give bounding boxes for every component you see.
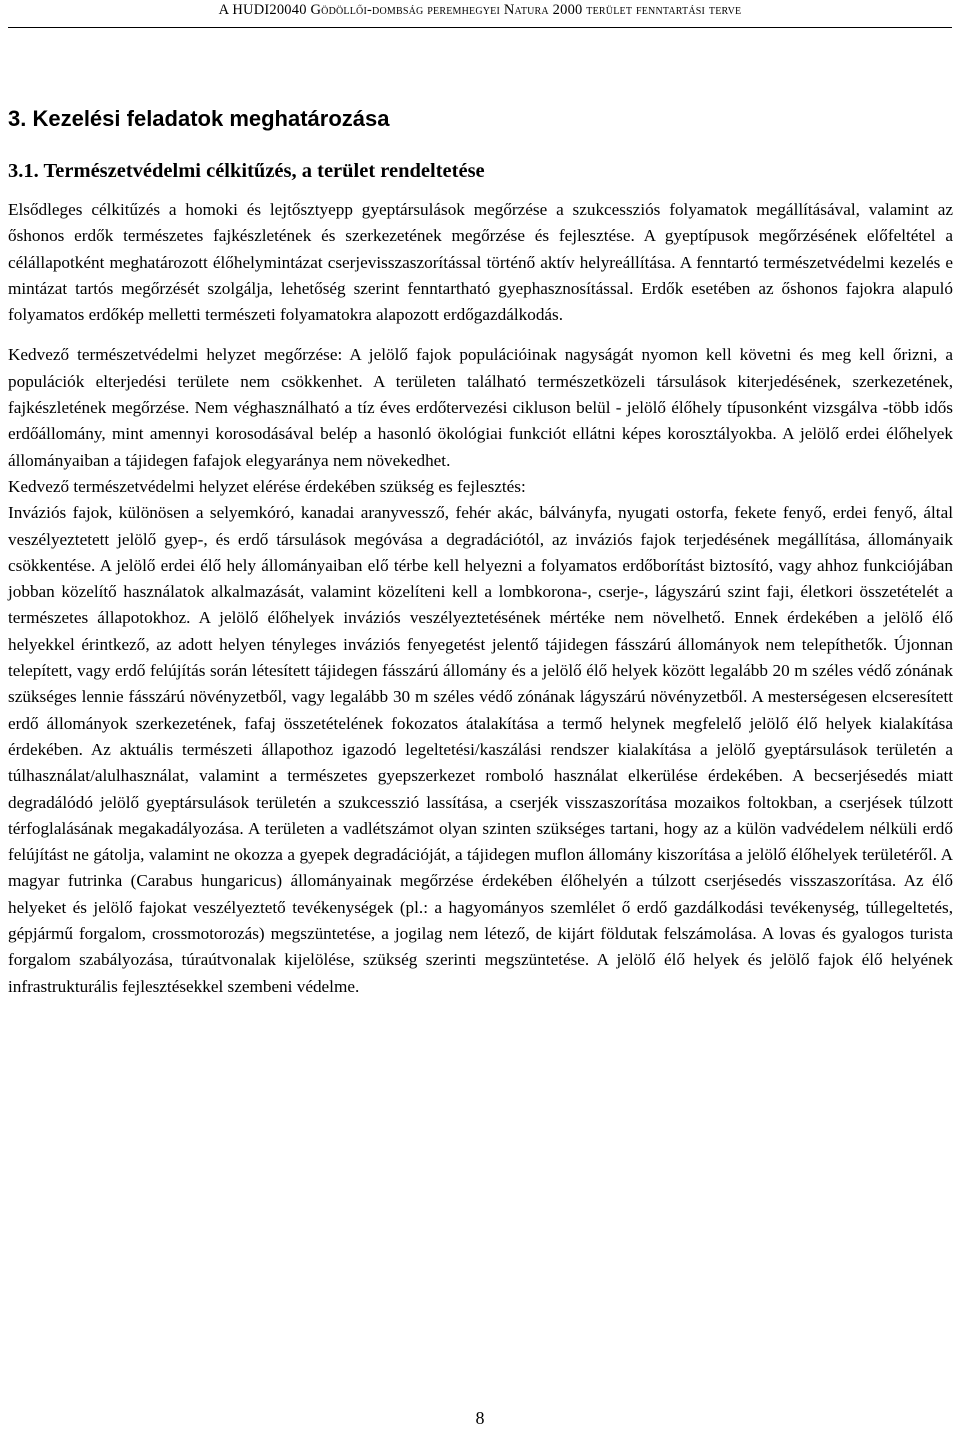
page-number: 8 [475,1408,485,1428]
running-header-title: A HUDI20040 Gödöllői-dombság peremhegyei Natura 2000 terület fenntartási terve [218,2,742,18]
header-rule [8,27,952,28]
running-header [0,2,960,19]
body-text [8,197,953,1000]
paragraph-development-measures: Inváziós fajok, különösen a selyemkóró, kanadai aranyvessző, fehér akác, bálványfa, nyugati ostorfa, fekete fenyő, erdei fenyő, által veszélyeztetett jelölő gyep-, és erdő társulások megóvása a degradációtól, az inváziós fajok terjedésének megállítása, állományaik csökkentése. A jelölő erdei élő hely állományaiban elő térbe kell helyezni a folyamatos erdőborítást biztosító, vagy ahhoz funkciójában jobban közelítő használatok alkalmazását, valamint közelíteni kell a lombkorona-, cserje-, lágyszárú szint faji, életkori összetételét a természetes állapotokhoz. A jelölő élőhelyek inváziós veszélyeztetésének mértéke nem növelhető. Ennek érdekében a jelölő élő helyekkel érintkező, az adott helyen tényleges inváziós fenyegetést jelentő tájidegen fásszárú állományok nem telepíthetők. Újonnan telepített, vagy erdő felújítás során létesített tájidegen fásszárú állomány és a jelölő élő helyek között legalább 20 m széles védő zónának szükséges lennie fásszárú növényzetből, vagy legalább 30 m széles védő zónának lágyszárú növényzetből. A mesterségesen elcseresített erdő állományok szerkezetének, fafaj összetételének fokozatos átalakítása a termő helynek megfelelő jelölő élő helyek kialakítása érdekében. Az aktuális természeti állapothoz igazodó legeltetési/kaszálási rendszer kialakítása a jelölő gyeptársulások területén a túlhasználat/alulhasználat, valamint a természetes gyepszerkezet romboló használat elkerülése érdekében. A becserjésedés miatt degradálódó jelölő gyeptársulások területén a szukcesszió lassítása, a cserjék visszaszorítása mozaikos foltokban, a cserjések túlzott térfoglalásának megakadályozása. A területen a vadlétszámot olyan szinten szükséges tartani, hogy az a külön vadvédelem nélküli erdő felújítást ne gátolja, valamint ne okozza a gyepek degradációját, a tájidegen muflon állomány kiszorítása a jelölő élőhelyek területéről. A magyar futrinka (Carabus hungaricus) állományainak megőrzése érdekében élőhelyén a túlzott cserjésedés visszaszorítása. Az élő helyeket és jelölő fajokat veszélyeztető tevékenységek (pl.: a hagyományos szemlélet ő erdő gazdálkodási tevékenység, túllegeltetés, gépjármű forgalom, crossmotorozás) megszüntetése, a jogilag nem létező, de kijárt földutak felszámolása. A lovas és gyalogos turista forgalom szabályozása, túraútvonalak kijelölése, szükség szerinti megszüntetése. A jelölő élő helyek és jelölő fajok élő helyének infrastrukturális fejlesztésekkel szembeni védelme. [8,503,953,996]
paragraph-development-intro: Kedvező természetvédelmi helyzet elérése érdekében szükség es fejlesztés: [8,476,526,496]
section-heading: 3. Kezelési feladatok meghatározása [8,106,390,131]
paragraph-favourable-status: Kedvező természetvédelmi helyzet megőrzése: A jelölő fajok populációinak nagyságát nyomon kell követni és meg kell őrizni, a populációk elterjedési területe nem csökkenhet. A területen található természetközeli társulások kiterjedésének, szerkezetének, fajkészletének megőrzése. Nem véghasználható a tíz éves erdőtervezési cikluson belül - jelölő élőhely típusonként vizsgálva -több idős erdőállomány, mint amennyi korosodásával belép a hasonló ökológiai funkciót ellátni képes korosztályokba. A jelölő erdei élőhelyek állományaiban a tájidegen fafajok elegyaránya nem növekedhet. [8,345,953,470]
paragraph-objective: Elsődleges célkitűzés a homoki és lejtősztyepp gyeptársulások megőrzése a szukcessziós folyamatok megállításával, valamint az őshonos erdők természetes fajkészletének és szerkezetének megőrzése és fejlesztése. A gyeptípusok megőrzésének előfeltétel a célállapotként meghatározott élőhelymintázat cserjevisszaszorítással történő aktív helyreállítása. A fenntartó természetvédelmi kezelés e mintázat tartós megőrzését szolgálja, lehetőség szerint fenntartható gyephasznosítással. Erdők esetében az őshonos fajokra alapuló folyamatos erdőkép melletti természeti folyamatokra alapozott erdőgazdálkodás. [8,200,953,325]
subsection-heading: 3.1. Természetvédelmi célkitűzés, a terület rendeltetése [8,160,485,182]
